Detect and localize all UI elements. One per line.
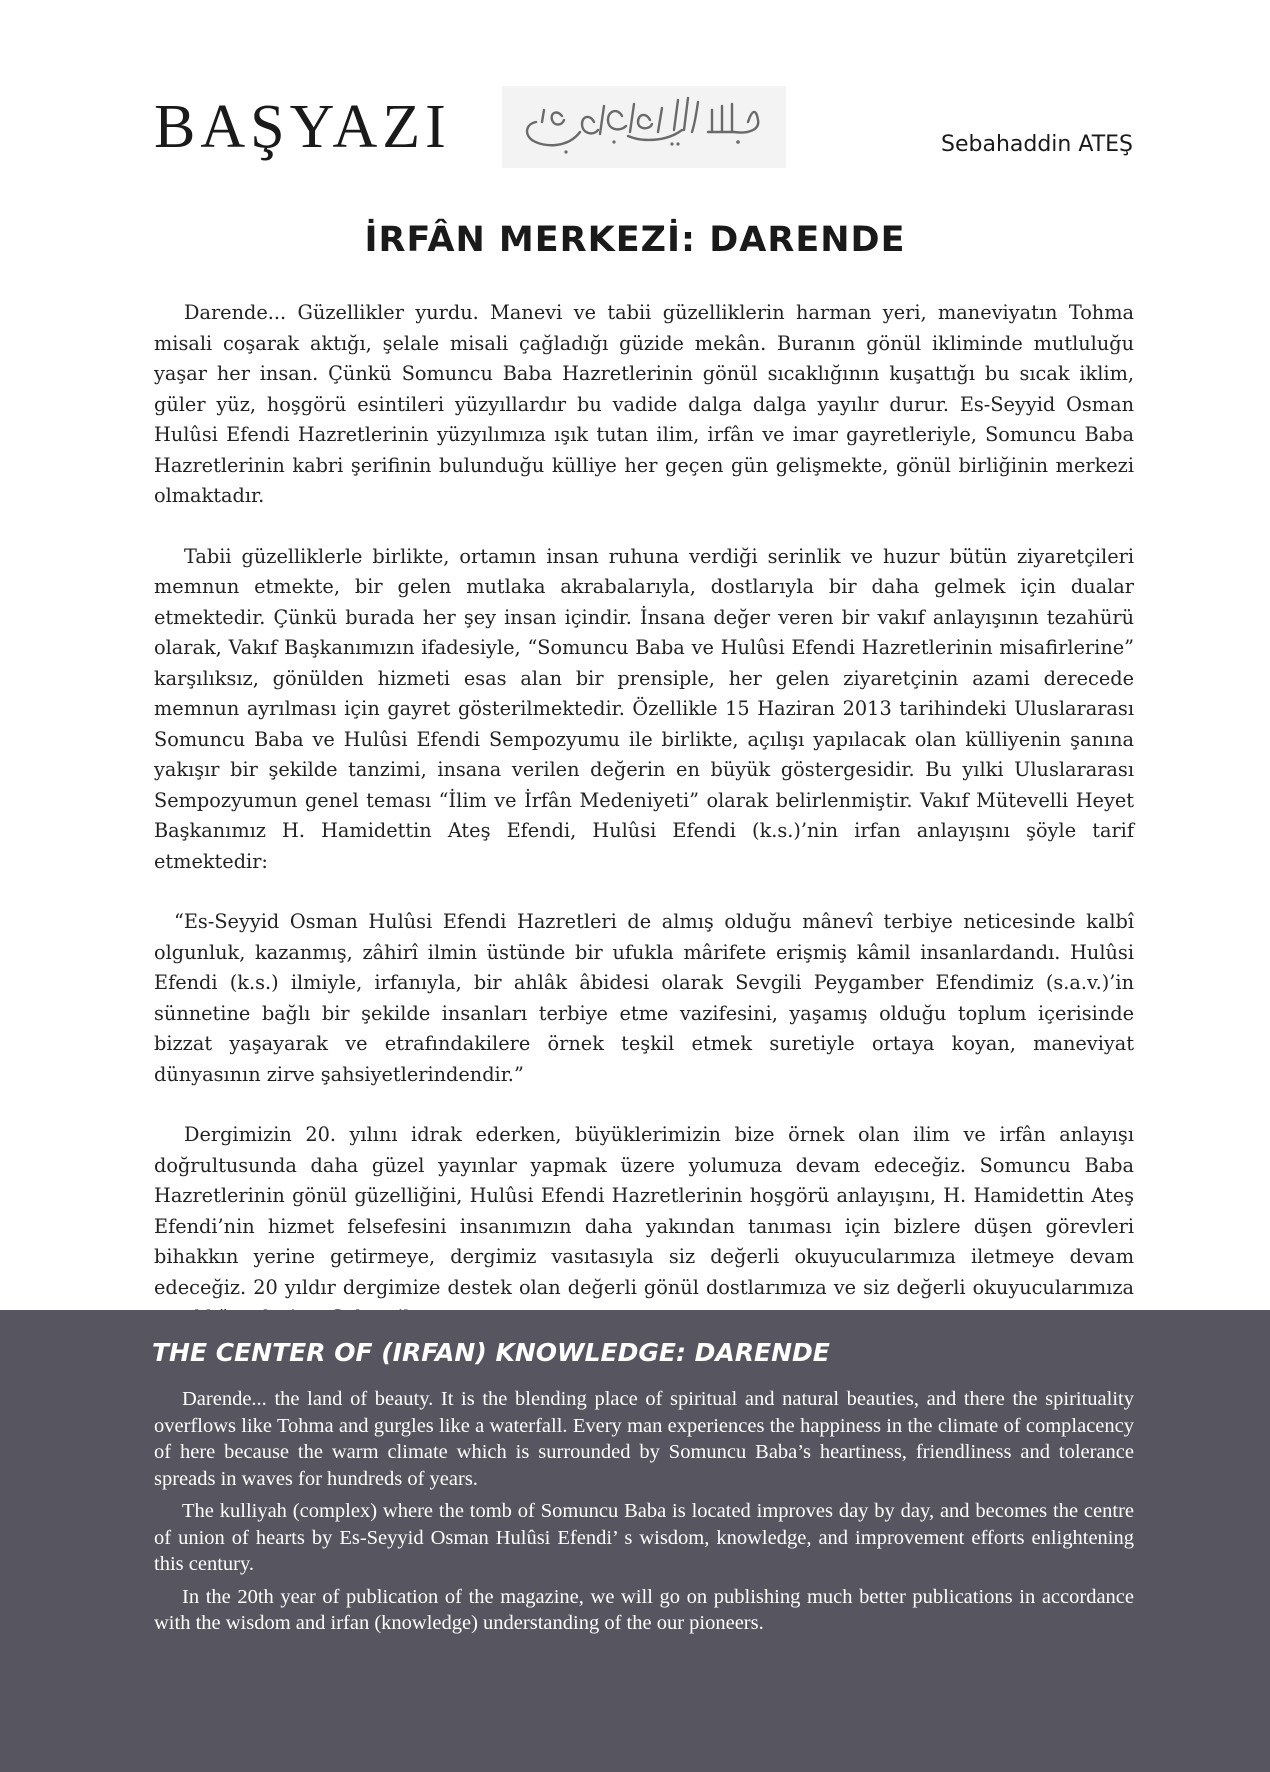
page-header: [0, 0, 1270, 190]
article-body: [154, 298, 1134, 1364]
english-summary-title: THE CENTER OF (IRFAN) KNOWLEDGE: DARENDE: [152, 1338, 830, 1367]
article-paragraph: Dergimizin 20. yılını idrak ederken, büyüklerimizin bize örnek olan ilim ve irfân anlayışı doğrultusunda daha güzel yayınlar yapmak üzere yolumuza devam edeceğiz. Somuncu Baba Hazretlerinin gönül güzelliğini, Hulûsi Efendi Hazretlerinin hoşgörü anlayışını, H. Hamidettin Ateş Efendi’nin hizmet felsefesini insanımızın daha yakından tanıması için bizlere düşen görevleri bihakkın yerine getirmeye, dergimiz vasıtasıyla siz değerli okuyucularımıza iletmeye devam edeceğiz. 20 yıldır dergimize destek olan değerli gönül dostlarımıza ve siz değerli okuyucularımıza: [154, 1123, 1134, 1299]
english-paragraph: Darende... the land of beauty. It is the blending place of spiritual and natural beauties, and there the spirituality overflows like Tohma and gurgles like a waterfall. Every man experiences the happiness in the climate of complacency of here because the warm climate which is surrounded by Somuncu Baba’s heartiness, friendliness and tolerance spreads in waves for hundreds of years.: [154, 1388, 1134, 1490]
english-paragraph: In the 20th year of publication of the magazine, we will go on publishing much better publications in accordance with the wisdom and irfan (knowledge) understanding of the our pioneers.: [154, 1585, 1134, 1634]
english-paragraph: The kulliyah (complex) where the tomb of Somuncu Baba is located improves day by day, and becomes the centre of union of hearts by Es-Seyyid Osman Hulûsi Efendi’ s wisdom, knowledge, and improvement efforts enlightening this century.: [154, 1500, 1134, 1575]
section-title: BAŞYAZI: [154, 93, 451, 161]
article-paragraph: Darende... Güzellikler yurdu. Manevi ve tabii güzelliklerin harman yeri, maneviyatın Tohma misali coşarak aktığı, şelale misali çağladığı güzide mekân. Buranın gönül ikliminde mutluluğu yaşar her insan. Çünkü Somuncu Baba Hazretlerinin gönül sıcaklığının kuşattığı bu sıcak iklim, güler yüz, hoşgörü esintileri yüzyıllardır bu vadide dalga dalga yayılır durur. Es-Seyyid Osman Hulûsi Efendi Hazretlerinin yüzyılımıza ışık tutan ilim, irfân ve imar gayretleriyle, Somuncu Baba Hazretlerinin kabri şerifinin bulunduğu külliye her geçen gün gelişmekte, gönül birliğinin merkezi olmaktadır.: [154, 301, 1134, 507]
basmala-calligraphy-icon: [502, 86, 786, 168]
article-quote: “Es-Seyyid Osman Hulûsi Efendi Hazretleri de almış olduğu mânevî terbiye neticesinde kalbî olgunluk, kazanmış, zâhirî ilmin üstünde bir ufukla mârifete erişmiş kâmil insanlardandı. Hulûsi Efendi (k.s.) ilmiyle, irfanıyla, bir ahlâk âbidesi olarak Sevgili Peygamber Efendimiz (s.a.v.)’in sünnetine bağlı bir şekilde insanları terbiye etme vazifesini, yaşamış olduğu toplum içerisinde bizzat yaşayarak ve etrafındakilere örnek teşkil etmek suretiyle ortaya koyan, maneviyat dünyasının zirve şahsiyetlerindendir.”: [154, 910, 1134, 1086]
article-title: İRFÂN MERKEZİ: DARENDE: [364, 220, 906, 260]
author-name: Sebahaddin ATEŞ: [941, 132, 1133, 157]
article-paragraph: Tabii güzelliklerle birlikte, ortamın insan ruhuna verdiği serinlik ve huzur bütün ziyaretçileri memnun etmekte, bir gelen mutlaka akrabalarıyla, dostlarıyla bir daha gelmek için dualar etmektedir. Çünkü burada her şey insan içindir. İnsana değer veren bir vakıf anlayışının tezahürü olarak, Vakıf Başkanımızın ifadesiyle, “Somuncu Baba ve Hulûsi Efendi Hazretlerinin misafirlerine” karşılıksız, gönülden hizmeti esas alan bir prensiple, her gelen ziyaretçinin azami derecede memnun ayrılması için gayret gösterilmektedir. Özellikle 15 Haziran 2013 tarihindeki Uluslararası Somuncu Baba ve Hulûsi Efendi Sempozyumu ile birlikte, açılışı yapılacak olan külliyenin şanına yakışır bir şekilde tanzimi, insana verilen değerin en büyük göstergesidir. Bu yılki Uluslararası Sempozyumun genel teması “İlim ve İrfân Medeniyeti” olarak belirlenmiştir. Vakıf Mütevelli Heyet Başkanımız H. Hamidettin Ateş Efendi, Hulûsi Efendi (k.s.)’nin irfan anlayışını şöyle tarif etmektedir:: [154, 544, 1134, 873]
english-summary-body: [154, 1386, 1134, 1643]
